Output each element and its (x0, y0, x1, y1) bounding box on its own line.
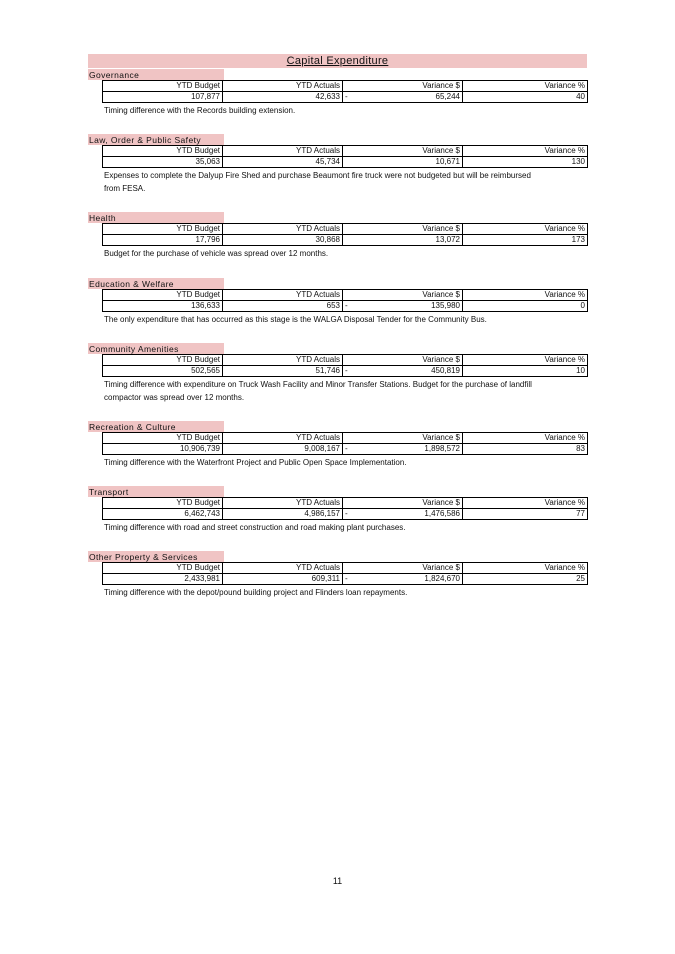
header-ytd-actuals: YTD Actuals (223, 224, 343, 235)
variance-dollar-cell (343, 301, 463, 312)
page-title (88, 54, 587, 68)
header-variance-dollar: Variance $ (343, 355, 463, 366)
section-heading: Transport (88, 486, 224, 497)
ytd-budget-value: 502,565 (103, 366, 223, 377)
header-ytd-actuals: YTD Actuals (223, 563, 343, 574)
header-ytd-budget: YTD Budget (103, 224, 223, 235)
ytd-budget-value: 17,796 (103, 235, 223, 246)
figures-table (102, 354, 588, 377)
figures-table (102, 145, 588, 168)
header-ytd-actuals: YTD Actuals (223, 290, 343, 301)
table-row (103, 366, 588, 377)
ytd-actuals-value: 45,734 (223, 157, 343, 168)
header-variance-dollar: Variance $ (343, 146, 463, 157)
figures-table (102, 80, 588, 103)
variance-dollar-value: 1,476,586 (424, 509, 460, 518)
ytd-budget-value: 2,433,981 (103, 574, 223, 585)
page-number: 11 (332, 876, 343, 886)
ytd-actuals-value: 609,311 (223, 574, 343, 585)
variance-percent-value: 10 (463, 366, 588, 377)
header-variance-percent: Variance % (463, 224, 588, 235)
section-heading: Law, Order & Public Safety (88, 134, 224, 145)
negative-sign: - (345, 92, 348, 101)
ytd-actuals-value: 653 (223, 301, 343, 312)
negative-sign: - (345, 366, 348, 375)
section-governance (88, 69, 588, 117)
section-heading: Recreation & Culture (88, 421, 224, 432)
table-row (103, 235, 588, 246)
figures-table (102, 223, 588, 246)
header-variance-percent: Variance % (463, 563, 588, 574)
section-note: Timing difference with the Records building extension. (104, 106, 296, 115)
variance-dollar-cell (343, 92, 463, 103)
ytd-actuals-value: 51,746 (223, 366, 343, 377)
variance-percent-value: 0 (463, 301, 588, 312)
variance-dollar-cell (343, 444, 463, 455)
section-transport (88, 486, 588, 534)
section-heading: Other Property & Services (88, 551, 224, 562)
header-variance-percent: Variance % (463, 81, 588, 92)
ytd-budget-value: 136,633 (103, 301, 223, 312)
header-ytd-actuals: YTD Actuals (223, 498, 343, 509)
ytd-budget-value: 107,877 (103, 92, 223, 103)
section-note: Timing difference with expenditure on Truck Wash Facility and Minor Transfer Stations. Budget for the purchase of landfill compactor was spread over 12 months. (104, 380, 532, 402)
header-ytd-budget: YTD Budget (103, 81, 223, 92)
section-note: The only expenditure that has occurred as this stage is the WALGA Disposal Tender for the Community Bus. (104, 315, 487, 324)
variance-dollar-cell (343, 157, 463, 168)
section-note: Expenses to complete the Dalyup Fire Shed and purchase Beaumont fire truck were not budgeted but will be reimbursed from FESA. (104, 171, 531, 193)
variance-percent-value: 77 (463, 509, 588, 520)
negative-sign: - (345, 301, 348, 310)
variance-dollar-cell (343, 235, 463, 246)
table-header-row (103, 290, 588, 301)
table-row (103, 301, 588, 312)
ytd-actuals-value: 4,986,157 (223, 509, 343, 520)
table-header-row (103, 81, 588, 92)
negative-sign: - (345, 444, 348, 453)
negative-sign: - (345, 509, 348, 518)
variance-dollar-value: 1,824,670 (424, 574, 460, 583)
variance-percent-value: 173 (463, 235, 588, 246)
negative-sign: - (345, 574, 348, 583)
section-note: Timing difference with the Waterfront Project and Public Open Space Implementation. (104, 458, 407, 467)
table-row (103, 157, 588, 168)
ytd-actuals-value: 9,008,167 (223, 444, 343, 455)
variance-dollar-value: 450,819 (431, 366, 460, 375)
variance-dollar-value: 1,898,572 (424, 444, 460, 453)
header-variance-percent: Variance % (463, 146, 588, 157)
header-ytd-budget: YTD Budget (103, 290, 223, 301)
header-variance-dollar: Variance $ (343, 498, 463, 509)
variance-dollar-cell (343, 574, 463, 585)
figures-table (102, 432, 588, 455)
section-health (88, 212, 588, 260)
figures-table (102, 497, 588, 520)
section-education-welfare (88, 278, 588, 326)
header-variance-dollar: Variance $ (343, 563, 463, 574)
page-title-text: Capital Expenditure (286, 55, 389, 67)
ytd-actuals-value: 30,868 (223, 235, 343, 246)
ytd-budget-value: 35,063 (103, 157, 223, 168)
section-note: Timing difference with the depot/pound building project and Flinders loan repayments. (104, 588, 408, 597)
table-header-row (103, 146, 588, 157)
header-variance-percent: Variance % (463, 498, 588, 509)
header-variance-percent: Variance % (463, 355, 588, 366)
section-heading: Education & Welfare (88, 278, 224, 289)
header-variance-dollar: Variance $ (343, 81, 463, 92)
section-heading: Community Amenities (88, 343, 224, 354)
header-ytd-actuals: YTD Actuals (223, 146, 343, 157)
table-header-row (103, 498, 588, 509)
variance-percent-value: 130 (463, 157, 588, 168)
figures-table (102, 289, 588, 312)
header-ytd-actuals: YTD Actuals (223, 81, 343, 92)
header-ytd-budget: YTD Budget (103, 498, 223, 509)
header-ytd-budget: YTD Budget (103, 355, 223, 366)
table-header-row (103, 433, 588, 444)
section-community-amenities (88, 343, 588, 404)
variance-dollar-value: 135,980 (431, 301, 460, 310)
header-ytd-actuals: YTD Actuals (223, 433, 343, 444)
header-variance-percent: Variance % (463, 433, 588, 444)
section-heading: Health (88, 212, 224, 223)
section-recreation-culture (88, 421, 588, 469)
section-note: Budget for the purchase of vehicle was spread over 12 months. (104, 249, 329, 258)
ytd-actuals-value: 42,633 (223, 92, 343, 103)
variance-dollar-cell (343, 366, 463, 377)
header-ytd-budget: YTD Budget (103, 563, 223, 574)
header-variance-dollar: Variance $ (343, 433, 463, 444)
ytd-budget-value: 10,906,739 (103, 444, 223, 455)
figures-table (102, 562, 588, 585)
header-ytd-budget: YTD Budget (103, 433, 223, 444)
header-variance-percent: Variance % (463, 290, 588, 301)
table-row (103, 574, 588, 585)
section-law-order-public-safety (88, 134, 588, 195)
table-header-row (103, 224, 588, 235)
table-header-row (103, 355, 588, 366)
header-variance-dollar: Variance $ (343, 224, 463, 235)
header-ytd-budget: YTD Budget (103, 146, 223, 157)
section-other-property-services (88, 551, 588, 599)
variance-percent-value: 25 (463, 574, 588, 585)
ytd-budget-value: 6,462,743 (103, 509, 223, 520)
section-note: Timing difference with road and street construction and road making plant purchases. (104, 523, 406, 532)
variance-dollar-value: 65,244 (435, 92, 460, 101)
table-row (103, 509, 588, 520)
table-row (103, 444, 588, 455)
variance-dollar-cell (343, 509, 463, 520)
section-heading: Governance (88, 69, 224, 80)
header-variance-dollar: Variance $ (343, 290, 463, 301)
table-header-row (103, 563, 588, 574)
variance-dollar-value: 13,072 (435, 235, 460, 244)
header-ytd-actuals: YTD Actuals (223, 355, 343, 366)
variance-percent-value: 40 (463, 92, 588, 103)
table-row (103, 92, 588, 103)
variance-dollar-value: 10,671 (435, 157, 460, 166)
variance-percent-value: 83 (463, 444, 588, 455)
